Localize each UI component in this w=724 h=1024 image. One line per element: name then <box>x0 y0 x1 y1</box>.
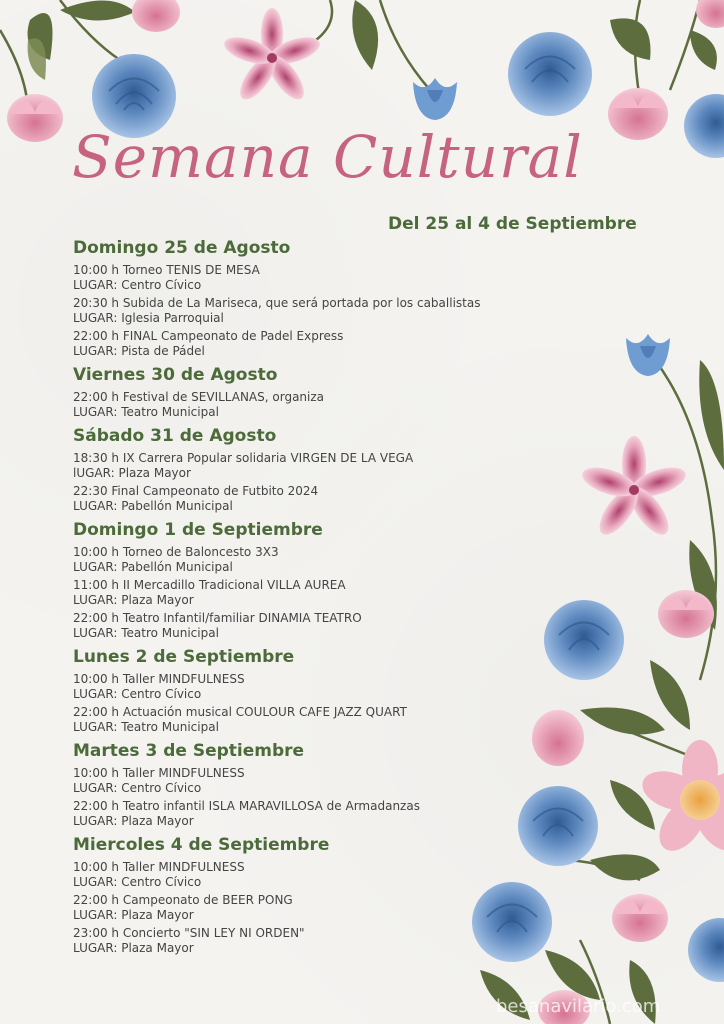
event-location: LUGAR: Pabellón Municipal <box>73 498 233 513</box>
event-time-title: 10:00 h Taller MINDFULNESS <box>73 860 245 874</box>
event-location: LUGAR: Pabellón Municipal <box>73 559 233 574</box>
event-item <box>73 893 543 922</box>
event-time-title: 18:30 h IX Carrera Popular solidaria VIRGEN DE LA VEGA <box>73 451 414 465</box>
event-time-title: 20:30 h Subida de La Mariseca, que será portada por los caballistas <box>73 296 481 310</box>
event-item <box>73 705 543 734</box>
event-item <box>73 484 543 513</box>
event-time-title: 22:30 Final Campeonato de Futbito 2024 <box>73 484 319 498</box>
watermark: besanavilario.com <box>496 996 661 1017</box>
event-location: LUGAR: Plaza Mayor <box>73 813 194 828</box>
event-location: LUGAR: Plaza Mayor <box>73 940 194 955</box>
day-title: Lunes 2 de Septiembre <box>73 647 295 667</box>
event-time-title: 10:00 h Taller MINDFULNESS <box>73 672 245 686</box>
event-location: LUGAR: Teatro Municipal <box>73 625 219 640</box>
day-section <box>73 519 543 640</box>
date-range-subtitle: Del 25 al 4 de Septiembre <box>388 214 637 234</box>
event-location: lUGAR: Plaza Mayor <box>73 465 191 480</box>
event-location: LUGAR: Centro Cívico <box>73 874 202 889</box>
day-title: Viernes 30 de Agosto <box>73 365 278 385</box>
event-time-title: 10:00 h Torneo de Baloncesto 3X3 <box>73 545 279 559</box>
event-item <box>73 672 543 701</box>
event-item <box>73 451 543 480</box>
event-time-title: 23:00 h Concierto "SIN LEY NI ORDEN" <box>73 926 305 940</box>
event-location: LUGAR: Centro Cívico <box>73 686 202 701</box>
event-time-title: 22:00 h Festival de SEVILLANAS, organiza <box>73 390 325 404</box>
day-title: Martes 3 de Septiembre <box>73 741 305 761</box>
event-item <box>73 296 543 325</box>
event-location: LUGAR: Centro Cívico <box>73 277 202 292</box>
event-item <box>73 390 543 419</box>
event-item <box>73 799 543 828</box>
day-title: Domingo 1 de Septiembre <box>73 520 323 540</box>
day-section <box>73 237 543 358</box>
day-section <box>73 740 543 828</box>
event-location: LUGAR: Pista de Pádel <box>73 343 205 358</box>
event-item <box>73 545 543 574</box>
event-location: LUGAR: Plaza Mayor <box>73 907 194 922</box>
event-time-title: 22:00 h Campeonato de BEER PONG <box>73 893 293 907</box>
day-title: Miercoles 4 de Septiembre <box>73 835 330 855</box>
event-time-title: 11:00 h II Mercadillo Tradicional VILLA AUREA <box>73 578 346 592</box>
day-section <box>73 646 543 734</box>
event-time-title: 10:00 h Taller MINDFULNESS <box>73 766 245 780</box>
day-section <box>73 425 543 513</box>
program-list <box>73 237 543 961</box>
day-section <box>73 834 543 955</box>
event-item <box>73 860 543 889</box>
page-title: Semana Cultural <box>72 123 583 191</box>
event-location: LUGAR: Plaza Mayor <box>73 592 194 607</box>
event-time-title: 22:00 h Teatro infantil ISLA MARAVILLOSA de Armadanzas <box>73 799 420 813</box>
day-title: Sábado 31 de Agosto <box>73 426 277 446</box>
event-item <box>73 578 543 607</box>
day-title: Domingo 25 de Agosto <box>73 238 291 258</box>
event-time-title: 22:00 h FINAL Campeonato de Padel Express <box>73 329 344 343</box>
event-item <box>73 926 543 955</box>
event-item <box>73 611 543 640</box>
event-time-title: 22:00 h Actuación musical COULOUR CAFE JAZZ QUART <box>73 705 407 719</box>
event-item <box>73 263 543 292</box>
event-item <box>73 766 543 795</box>
event-location: LUGAR: Teatro Municipal <box>73 404 219 419</box>
event-item <box>73 329 543 358</box>
event-location: LUGAR: Teatro Municipal <box>73 719 219 734</box>
event-location: LUGAR: Iglesia Parroquial <box>73 310 224 325</box>
day-section <box>73 364 543 419</box>
event-time-title: 10:00 h Torneo TENIS DE MESA <box>73 263 260 277</box>
event-location: LUGAR: Centro Cívico <box>73 780 202 795</box>
event-time-title: 22:00 h Teatro Infantil/familiar DINAMIA TEATRO <box>73 611 362 625</box>
